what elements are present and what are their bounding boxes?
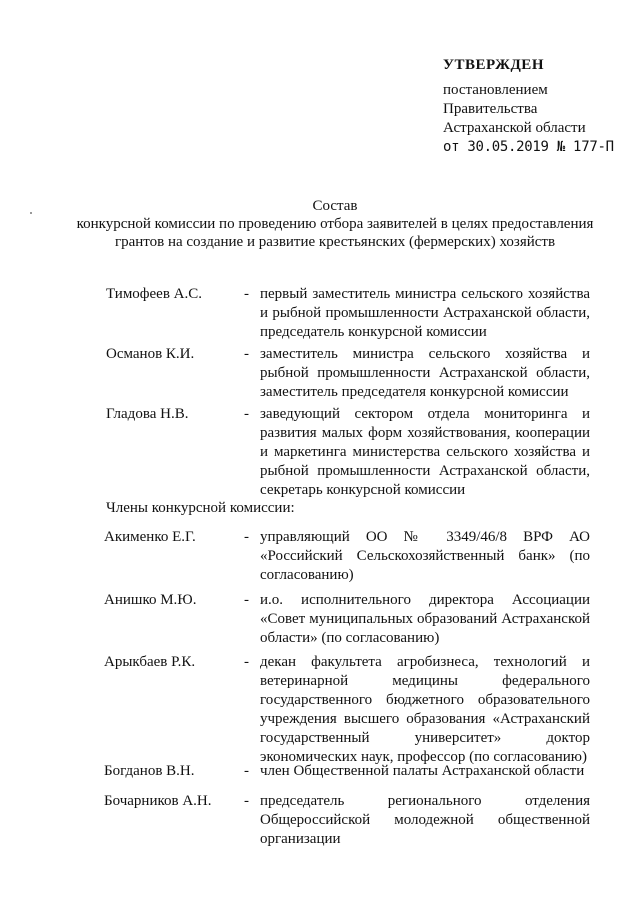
title-line-2: конкурсной комиссии по проведению отбора заявителей в целях предоставления bbox=[76, 216, 594, 232]
person-name: Османов К.И. bbox=[106, 346, 195, 362]
person-role: управляющий ОО № 3349/46/8 ВРФ АО «Российский Сельскохозяйственный банк» (по согласованию) bbox=[260, 529, 590, 583]
dash: - bbox=[244, 763, 249, 779]
approval-block bbox=[443, 56, 614, 157]
person-name: Анишко М.Ю. bbox=[104, 592, 197, 608]
person-name: Богданов В.Н. bbox=[104, 763, 195, 779]
members-label: Члены конкурсной комиссии: bbox=[106, 500, 295, 516]
person-role: заместитель министра сельского хозяйства и рыбной промышленности Астраханской области, заместитель председателя конкурсной комиссии bbox=[260, 346, 590, 400]
approval-line-3: Астраханской области bbox=[443, 120, 586, 136]
approval-date-number: от 30.05.2019 № 177-П bbox=[443, 139, 614, 155]
person-role: первый заместитель министра сельского хозяйства и рыбной промышленности Астраханской области, председатель конкурсной комиссии bbox=[260, 286, 590, 340]
dash: - bbox=[244, 592, 249, 608]
approval-line-1: постановлением bbox=[443, 82, 548, 98]
dash: - bbox=[244, 286, 249, 302]
person-role: председатель регионального отделения Общероссийской молодежной общественной организации bbox=[260, 793, 590, 847]
approval-line-2: Правительства bbox=[443, 101, 538, 117]
dash: - bbox=[244, 654, 249, 670]
title-line-3: грантов на создание и развитие крестьянских (фермерских) хозяйств bbox=[114, 234, 556, 250]
person-role: заведующий сектором отдела мониторинга и развития малых форм хозяйствования, кооперации и маркетинга министерства сельского хозяйства и рыбной промышленности Астраханской области, секретарь конкурсной комиссии bbox=[260, 406, 590, 498]
person-role: член Общественной палаты Астраханской области bbox=[260, 763, 585, 779]
person-role: и.о. исполнительного директора Ассоциации «Совет муниципальных образований Астраханской области» (по согласованию) bbox=[260, 592, 590, 646]
person-name: Гладова Н.В. bbox=[106, 406, 189, 422]
dash: - bbox=[244, 346, 249, 362]
person-name: Акименко Е.Г. bbox=[104, 529, 196, 545]
person-role: декан факультета агробизнеса, технологий и ветеринарной медицины федерального государственного бюджетного образовательного учреждения высшего образования «Астраханский государственный университет» доктор экономических наук, профессор (по согласованию) bbox=[260, 654, 590, 765]
title-line-1: Состав bbox=[312, 198, 358, 214]
person-name: Арыкбаев Р.К. bbox=[104, 654, 196, 670]
document-title bbox=[60, 197, 610, 251]
approval-heading: УТВЕРЖДЕН bbox=[443, 57, 544, 73]
person-name: Тимофеев А.С. bbox=[106, 286, 203, 302]
dash: - bbox=[244, 793, 249, 809]
scan-speck bbox=[30, 212, 32, 214]
person-name: Бочарников А.Н. bbox=[104, 793, 212, 809]
dash: - bbox=[244, 529, 249, 545]
dash: - bbox=[244, 406, 249, 422]
